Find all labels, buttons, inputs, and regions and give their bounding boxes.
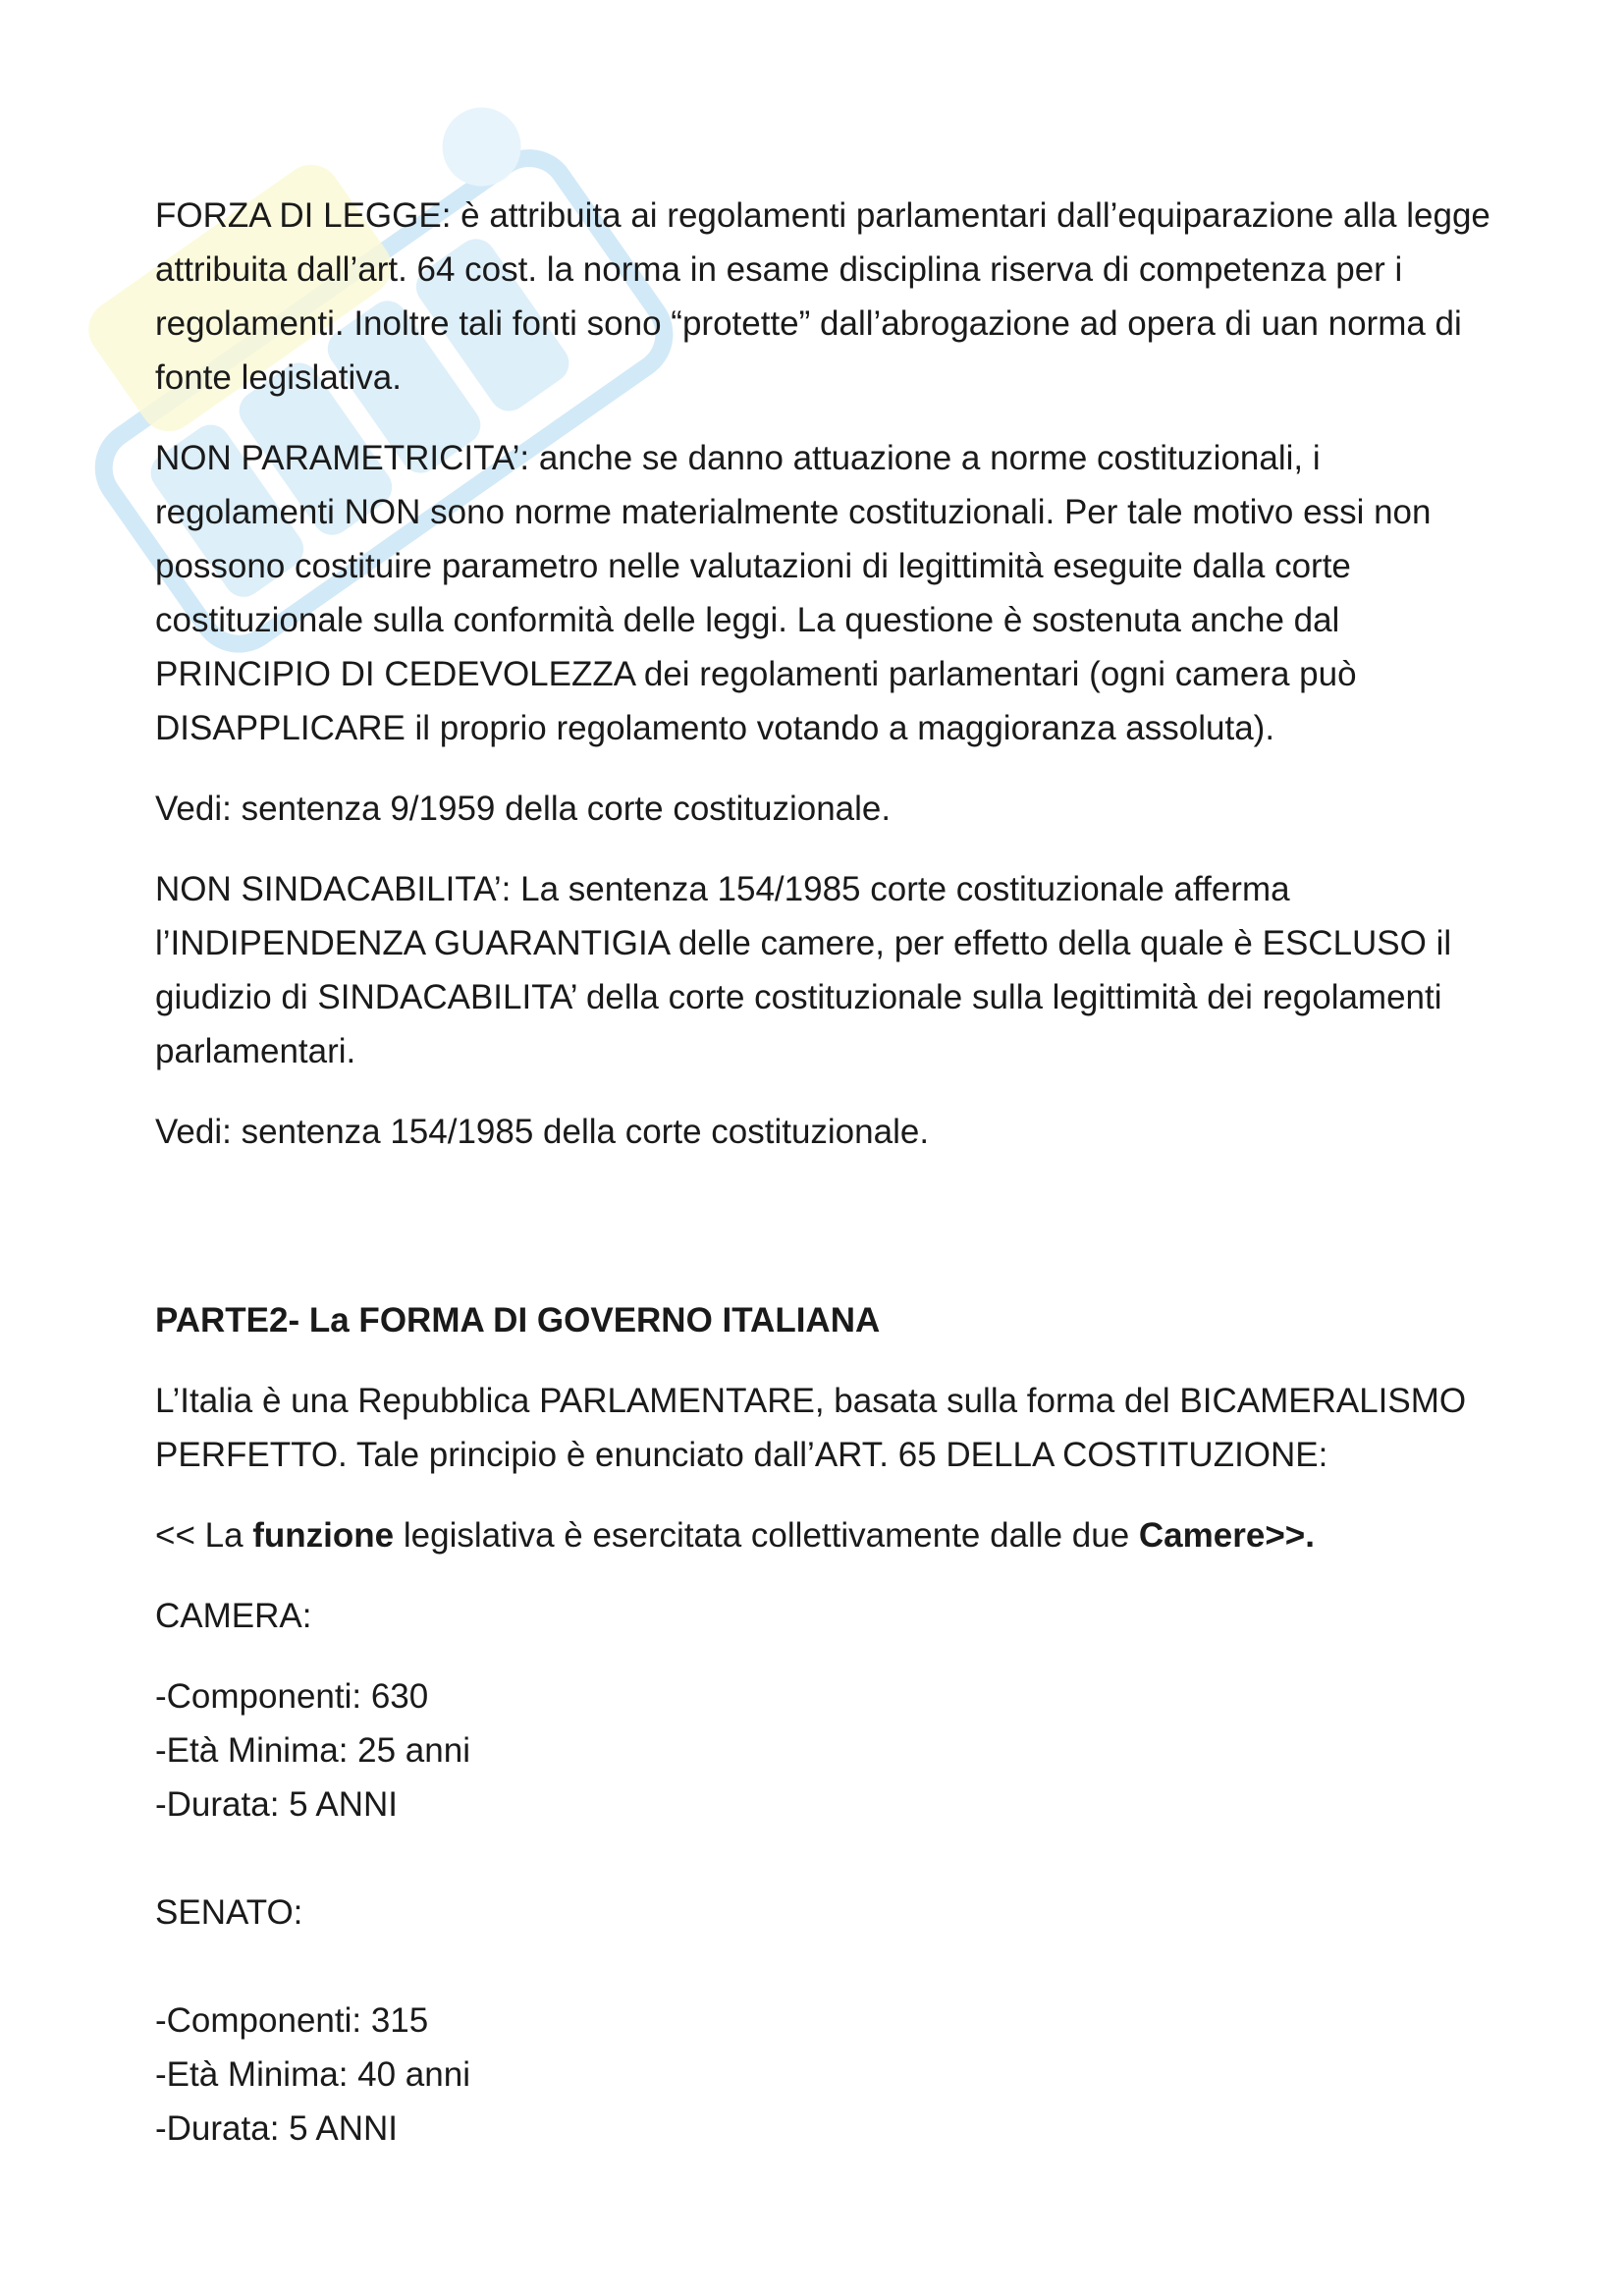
camera-componenti: -Componenti: 630 (155, 1677, 429, 1716)
paragraph-vedi-sentenza-154-1985: Vedi: sentenza 154/1985 della corte costituzionale. (155, 1113, 930, 1151)
senato-details-list (155, 1994, 1490, 2156)
paragraph-non-sindacabilita: NON SINDACABILITA’: La sentenza 154/1985 corte costituzionale afferma l’INDIPENDENZA GUARANTIGIA delle camere, per effetto della quale è ESCLUSO il giudizio di SINDACABILITA’ della corte costituzionale sulla legittimità dei regolamenti parlamentari. (155, 870, 1452, 1070)
senato-label: SENATO: (155, 1893, 303, 1932)
section-heading: PARTE2- La FORMA DI GOVERNO ITALIANA (155, 1301, 881, 1339)
quote-bold-camere: Camere>>. (1138, 1516, 1315, 1555)
senato-durata: -Durata: 5 ANNI (155, 2109, 399, 2148)
senato-eta-minima: -Età Minima: 40 anni (155, 2055, 470, 2094)
section-spacer (155, 1185, 1490, 1293)
quote-text-2: legislativa è esercitata collettivamente dalle due (394, 1516, 1139, 1555)
camera-durata: -Durata: 5 ANNI (155, 1785, 399, 1824)
paragraph-intro-repubblica: L’Italia è una Repubblica PARLAMENTARE, basata sulla forma del BICAMERALISMO PERFETTO. Tale principio è enunciato dall’ART. 65 DELLA COSTITUZIONE: (155, 1382, 1467, 1474)
camera-eta-minima: -Età Minima: 25 anni (155, 1731, 470, 1770)
senato-componenti: -Componenti: 315 (155, 2001, 429, 2040)
paragraph-vedi-sentenza-9-1959: Vedi: sentenza 9/1959 della corte costituzionale. (155, 790, 892, 828)
camera-label: CAMERA: (155, 1597, 312, 1635)
document-body (155, 189, 1490, 2182)
paragraph-non-parametricita: NON PARAMETRICITA’: anche se danno attuazione a norme costituzionali, i regolamenti NON sono norme materialmente costituzionali. Per tale motivo essi non possono costituire parametro nelle valutazioni di legittimità eseguite dalla corte costituzionale sulla conformità delle leggi. La questione è sostenuta anche dal PRINCIPIO DI CEDEVOLEZZA dei regolamenti parlamentari (ogni camera può DISAPPLICARE il proprio regolamento votando a maggioranza assoluta). (155, 439, 1432, 747)
camera-details-list (155, 1669, 1490, 1831)
quote-text-1: << La (155, 1516, 253, 1555)
paragraph-forza-di-legge: FORZA DI LEGGE: è attribuita ai regolamenti parlamentari dall’equiparazione alla legge attribuita dall’art. 64 cost. la norma in esame disciplina riserva di competenza per i regolamenti. Inoltre tali fonti sono “protette” dall’abrogazione ad opera di uan norma di fonte legislativa. (155, 196, 1490, 397)
quote-bold-funzione: funzione (252, 1516, 395, 1555)
article-quote (155, 1508, 1490, 1562)
